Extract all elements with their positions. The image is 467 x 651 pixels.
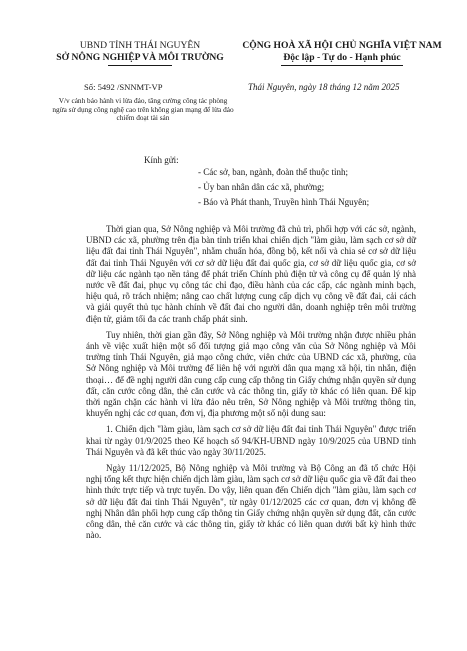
document-subject: V/v cảnh báo hành vi lừa đảo, tăng cường công tác phòng ngừa sử dụng công nghệ cao trên không gian mạng để lừa đảo chiếm đoạt tài sản bbox=[52, 96, 234, 123]
recipient-item: - Ủy ban nhân dân các xã, phường; bbox=[198, 182, 325, 192]
body-paragraph: 1. Chiến dịch "làm giàu, làm sạch cơ sở dữ liệu đất đai tỉnh Thái Nguyên" được triển khai từ ngày 01/9/2025 theo Kế hoạch số 94/KH-UBND ngày 10/9/2025 của UBND tỉnh Thái Nguyên và đã kết thúc vào ngày 30/11/2025. bbox=[86, 424, 416, 457]
body-paragraph: Ngày 11/12/2025, Bộ Nông nghiệp và Môi trường và Bộ Công an đã tổ chức Hội nghị tổng kết thực hiện chiến dịch làm giàu, làm sạch cơ sở dữ liệu quốc gia về đất đai theo hình thức trực tiếp và trực tuyến. Do vậy, liên quan đến Chiến dịch "làm giàu, làm sạch cơ sở dữ liệu đất đai tỉnh Thái Nguyên", từ ngày 01/12/2025 các cơ quan, đơn vị không đề nghị Nhân dân phối hợp cung cấp thông tin Giấy chứng nhận quyền sử dụng đất, căn cước công dân, thẻ căn cước và các thông tin, giấy tờ khác có liên quan dưới bất kỳ hình thức nào. bbox=[86, 463, 416, 541]
greeting: Kính gửi: bbox=[144, 155, 179, 165]
recipient-item: - Các sở, ban, ngành, đoàn thể thuộc tỉnh; bbox=[198, 167, 348, 177]
national-title: CỘNG HOÀ XÃ HỘI CHỦ NGHĨA VIỆT NAM bbox=[242, 40, 442, 51]
issuer-org: SỞ NÔNG NGHIỆP VÀ MÔI TRƯỜNG bbox=[56, 52, 224, 63]
document-number: Số: 5492 /SNNMT-VP bbox=[84, 82, 163, 92]
document-date: Thái Nguyên, ngày 18 tháng 12 năm 2025 bbox=[248, 82, 400, 92]
issuer-underline bbox=[108, 65, 172, 66]
body-paragraph: Tuy nhiên, thời gian gần đây, Sở Nông nghiệp và Môi trường nhận được nhiều phản ánh về việc xuất hiện một số đối tượng giả mạo công văn của Sở Nông nghiệp và Môi trường tỉnh Thái Nguyên, giả mạo công chức, viên chức của UBND các xã, phường, của Sở Nông nghiệp và Môi trường để liên hệ với người dân qua mạng xã hội, tin nhắn, điện thoại… để đề nghị người dân cung cấp cung cấp thông tin Giấy chứng nhận quyền sử dụng đất, căn cước công dân, thẻ căn cước và các thông tin, giấy tờ khác có liên quan. Để kịp thời ngăn chặn các hành vi lừa đảo nêu trên, Sở Nông nghiệp và Môi trường thông tin, khuyến nghị các cơ quan, đơn vị, địa phương một số nội dung sau: bbox=[86, 329, 416, 419]
recipient-list bbox=[198, 165, 369, 210]
national-motto: Độc lập - Tự do - Hạnh phúc bbox=[283, 52, 401, 63]
issuer-parent-org: UBND TỈNH THÁI NGUYÊN bbox=[79, 40, 201, 51]
recipient-item: - Báo và Phát thanh, Truyền hình Thái Nguyên; bbox=[198, 197, 370, 207]
body-paragraph: Thời gian qua, Sở Nông nghiệp và Môi trường đã chủ trì, phối hợp với các sở, ngành, UBND các xã, phường trên địa bàn tỉnh triển khai chiến dịch "làm giàu, làm sạch cơ sở dữ liệu đất đai tỉnh Thái Nguyên", nhằm chuẩn hóa, đồng bộ, kết nối và chia sẻ cơ sở dữ liệu đất đai tỉnh Thái Nguyên với cơ sở dữ liệu đất đai quốc gia, cơ sở dữ liệu quốc gia, cơ sở dữ liệu các ngành tạo nền tảng để phát triển Chính phủ điện tử và công cụ để quản lý nhà nước về đất đai, phục vụ công tác chỉ đạo, điều hành của các cấp, các ngành minh bạch, hiệu quả, rõ trách nhiệm; nâng cao chất lượng cung cấp dịch vụ công về đất đai, cải cách và giải quyết thủ tục hành chính về đất đai cho người dân, doanh nghiệp trên môi trường điện tử, giảm tối đa các tranh chấp phát sinh. bbox=[86, 224, 416, 324]
motto-underline bbox=[281, 65, 403, 66]
issuer-header bbox=[40, 40, 240, 66]
national-header bbox=[232, 40, 452, 66]
document-body bbox=[86, 224, 416, 546]
